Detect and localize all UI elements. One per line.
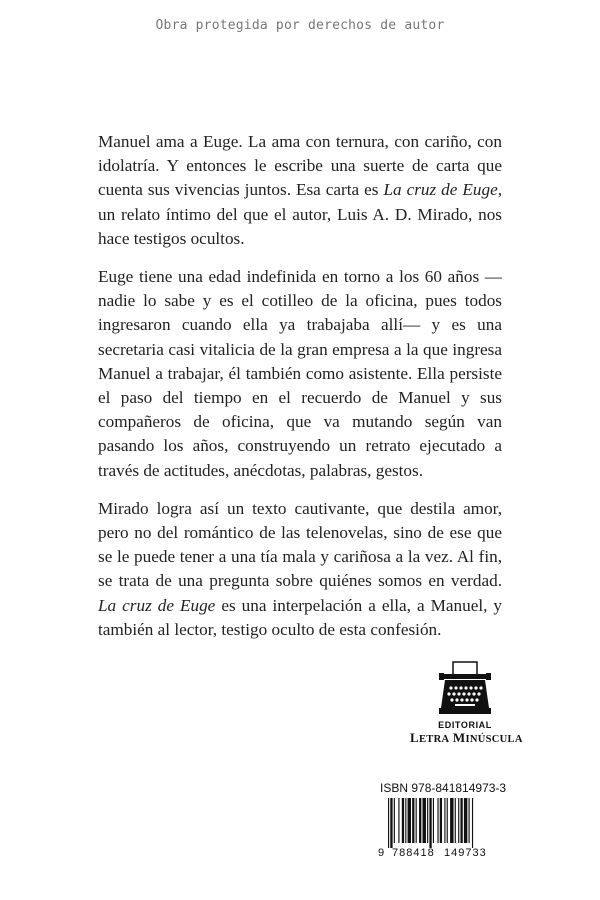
back-cover-text (98, 130, 502, 656)
paragraph-1 (98, 130, 502, 251)
barcode-bar (460, 798, 462, 843)
barcode-bar (472, 798, 473, 848)
barcode-bar (412, 798, 414, 843)
barcode-bar (458, 798, 459, 843)
barcode-bar (450, 798, 453, 843)
barcode-bar (394, 798, 395, 843)
barcode-bar (416, 798, 417, 843)
publisher-name-rest: INÚSCULA (465, 734, 523, 745)
book-title-italic: La cruz de Euge (383, 180, 498, 200)
barcode-bar (398, 798, 399, 843)
barcode-bar (444, 798, 445, 843)
publisher-name-initial: L (410, 730, 419, 745)
paragraph-2: Euge tiene una edad indefinida en torno a los 60 años —nadie lo sabe y es el cotilleo de la oficina, pues todos ingresaron cuando ella ya trabajaba allí— y es una secretaria casi vitalicia de la gran empresa a la que ingresa Manuel a trabajar, él también como asistente. Ella persiste el paso del tiempo en el recuerdo de Manuel y sus compañeros de oficina, que va mutando según van pasando los años, construyendo un retrato ejecutado a través de actitudes, anécdotas, palabras, gestos. (98, 267, 502, 480)
paragraph-1-text-a: Manuel ama a Euge. La ama con ternura, con cariño, con idolatría. Y entonces le escribe una suerte de carta que cuenta sus vivencias juntos. Esa carta es (98, 132, 502, 200)
barcode-digits (378, 847, 503, 859)
barcode-digits-right: 149733 (444, 847, 487, 859)
barcode-bar (405, 798, 406, 843)
paragraph-3 (98, 497, 502, 642)
barcode-bar (427, 798, 428, 843)
paragraph-3-text-b: es una interpelación a ella, a Manuel, y también al lector, testigo oculto de esta confesión. (98, 595, 502, 639)
barcode-bar (423, 798, 426, 843)
publisher-label: EDITORIAL (438, 720, 492, 730)
publisher-name-rest: ETRA (418, 734, 450, 745)
barcode-bar (464, 798, 467, 843)
barcode-icon (378, 798, 503, 848)
barcode-bar (455, 798, 456, 843)
barcode-bar (388, 798, 389, 848)
barcode-bar (390, 798, 392, 848)
typewriter-icon (437, 660, 493, 718)
watermark-top: Obra protegida por derechos de autor (155, 18, 445, 33)
barcode-bar (408, 798, 411, 843)
barcode-bar (469, 798, 470, 843)
barcode-bar (440, 798, 442, 843)
barcode-bar (437, 798, 438, 843)
barcode-bar (419, 798, 421, 843)
barcode-bar (429, 798, 431, 848)
publisher-logo (410, 660, 523, 746)
publisher-name-initial: M (452, 730, 466, 745)
publisher-name (410, 730, 523, 746)
barcode-digits-left: 788418 (392, 847, 435, 859)
barcode-block (378, 781, 507, 859)
barcode-bar (433, 798, 434, 843)
barcode-bar (402, 798, 404, 843)
book-title-italic: La cruz de Euge (98, 595, 216, 615)
barcode-bar (447, 798, 448, 843)
paragraph-1-text-b: , un relato íntimo del que el autor, Luis A. D. Mirado, nos hace testigos ocultos. (98, 180, 502, 248)
isbn-label: ISBN 978-841814973-3 (380, 781, 507, 795)
paragraph-3-text-a: Mirado logra así un texto cautivante, que destila amor, pero no del romántico de las telenovelas, sino de ese que se le puede tener a una tía mala y cariñosa a la vez. Al fin, se trata de una pregunta sobre quiénes somos en verdad. (98, 498, 502, 591)
barcode-digit-first: 9 (378, 847, 385, 859)
